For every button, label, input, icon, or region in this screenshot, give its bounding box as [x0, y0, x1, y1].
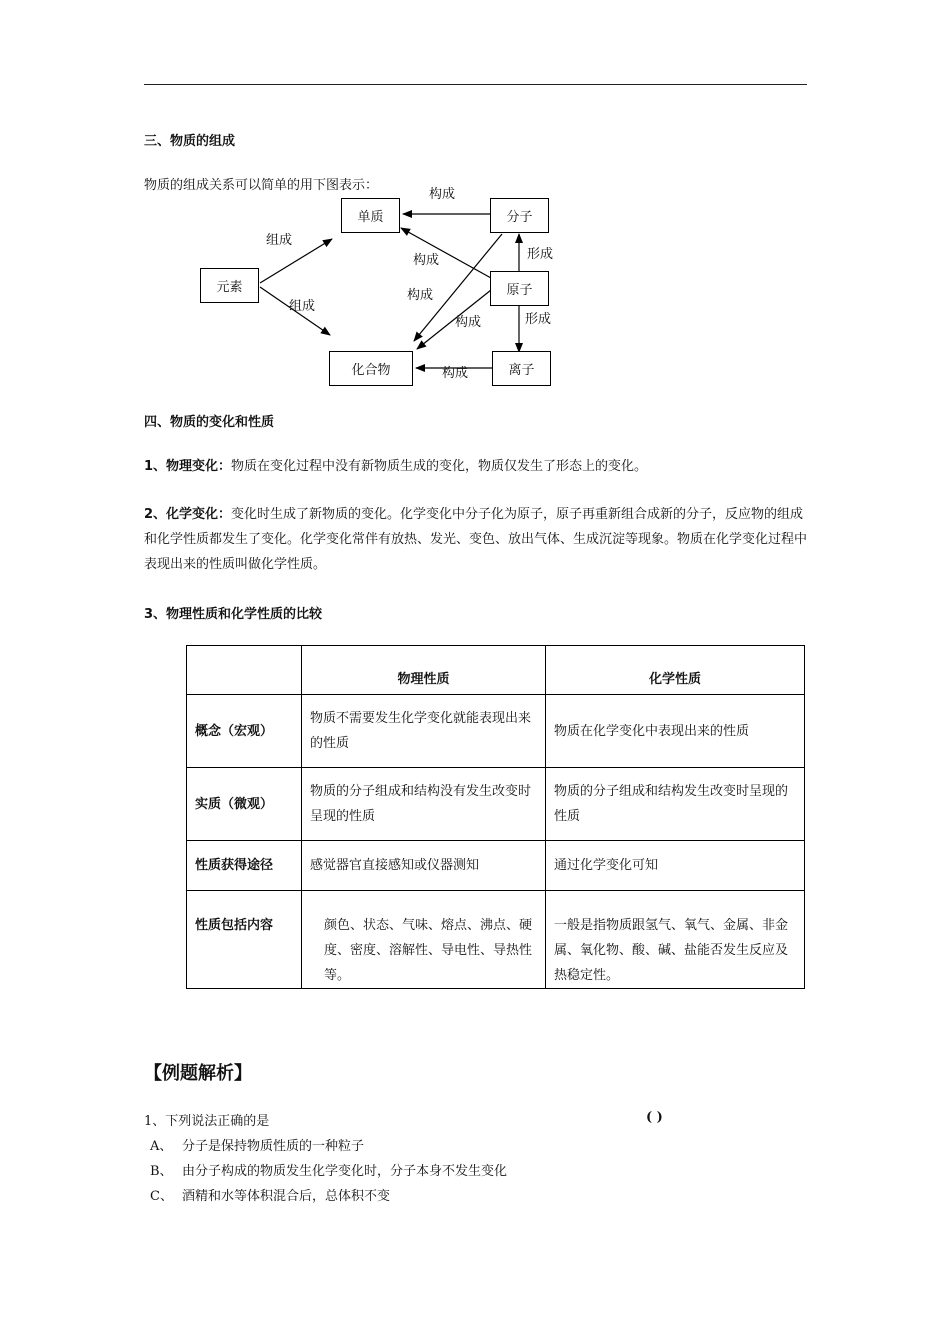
col-header-physical: 物理性质	[302, 646, 546, 695]
chemical-change-label: 2、化学变化：	[144, 507, 232, 522]
node-element: 元素	[200, 268, 259, 303]
section-heading-change-property: 四、物质的变化和性质	[144, 415, 275, 430]
cell-chemical: 物质的分子组成和结构发生改变时呈现的性质	[546, 768, 805, 841]
option-text: 酒精和水等体积混合后，总体积不变	[182, 1189, 391, 1204]
comparison-heading: 3、物理性质和化学性质的比较	[144, 607, 323, 622]
option-b	[150, 1160, 507, 1179]
section-heading-composition: 三、物质的组成	[144, 134, 236, 149]
paragraph-physical-change	[144, 454, 808, 479]
cell-chemical: 物质在化学变化中表现出来的性质	[546, 695, 805, 768]
answer-blank: ( )	[646, 1110, 663, 1125]
cell-chemical: 一般是指物质跟氢气、氧气、金属、非金属、氧化物、酸、碱、盐能否发生反应及热稳定性。	[546, 891, 805, 989]
physical-change-label: 1、物理变化：	[144, 459, 232, 474]
examples-title: 【例题解析】	[144, 1063, 252, 1084]
node-ion: 离子	[492, 351, 551, 386]
node-molecule: 分子	[490, 198, 549, 233]
label-atom-to-molecule: 形成	[527, 247, 554, 262]
label-molecule-to-compound: 构成	[407, 288, 434, 303]
row-head: 性质包括内容	[187, 891, 302, 989]
paragraph-chemical-change	[144, 502, 808, 577]
row-head: 实质（微观）	[187, 768, 302, 841]
node-simple-substance: 单质	[341, 198, 400, 233]
label-atom-to-simple: 构成	[413, 253, 440, 268]
cell-physical: 颜色、状态、气味、熔点、沸点、硬度、密度、溶解性、导电性、导热性等。	[302, 891, 546, 989]
option-letter: A、	[150, 1139, 173, 1154]
option-a	[150, 1135, 364, 1154]
label-atom-to-ion: 形成	[525, 312, 552, 327]
option-letter: C、	[150, 1189, 173, 1204]
label-molecule-to-simple: 构成	[429, 187, 456, 202]
option-text: 分子是保持物质性质的一种粒子	[182, 1139, 365, 1154]
question-1: 1、下列说法正确的是	[144, 1114, 270, 1129]
node-compound: 化合物	[329, 351, 413, 386]
comparison-table	[186, 645, 805, 989]
option-text: 由分子构成的物质发生化学变化时，分子本身不发生变化	[182, 1164, 508, 1179]
label-element-to-compound: 组成	[289, 299, 316, 314]
chemical-change-text: 变化时生成了新物质的变化。化学变化中分子化为原子，原子再重新组合成新的分子，反应物的组成和化学性质都发生了变化。化学变化常伴有放热、发光、变色、放出气体、生成沉淀等现象。物质在化学变化过程中表现出来的性质叫做化学性质。	[144, 507, 808, 572]
cell-physical: 物质的分子组成和结构没有发生改变时呈现的性质	[302, 768, 546, 841]
table-row	[187, 891, 805, 989]
row-head: 性质获得途径	[187, 841, 302, 891]
table-row	[187, 695, 805, 768]
diagram-intro: 物质的组成关系可以简单的用下图表示：	[144, 178, 379, 193]
row-head: 概念（宏观）	[187, 695, 302, 768]
node-atom: 原子	[490, 271, 549, 306]
label-ion-to-compound: 构成	[442, 366, 469, 381]
physical-change-text: 物质在变化过程中没有新物质生成的变化，物质仅发生了形态上的变化。	[231, 459, 648, 474]
table-row	[187, 768, 805, 841]
cell-physical: 物质不需要发生化学变化就能表现出来的性质	[302, 695, 546, 768]
col-header-chemical: 化学性质	[546, 646, 805, 695]
table-corner-cell	[187, 646, 302, 695]
label-element-to-simple: 组成	[266, 233, 293, 248]
table-row	[187, 841, 805, 891]
option-c	[150, 1185, 390, 1204]
cell-physical: 感觉器官直接感知或仪器测知	[302, 841, 546, 891]
option-letter: B、	[150, 1164, 173, 1179]
label-atom-to-compound: 构成	[455, 315, 482, 330]
cell-chemical: 通过化学变化可知	[546, 841, 805, 891]
table-header-row	[187, 646, 805, 695]
diagram-arrows	[0, 0, 950, 420]
